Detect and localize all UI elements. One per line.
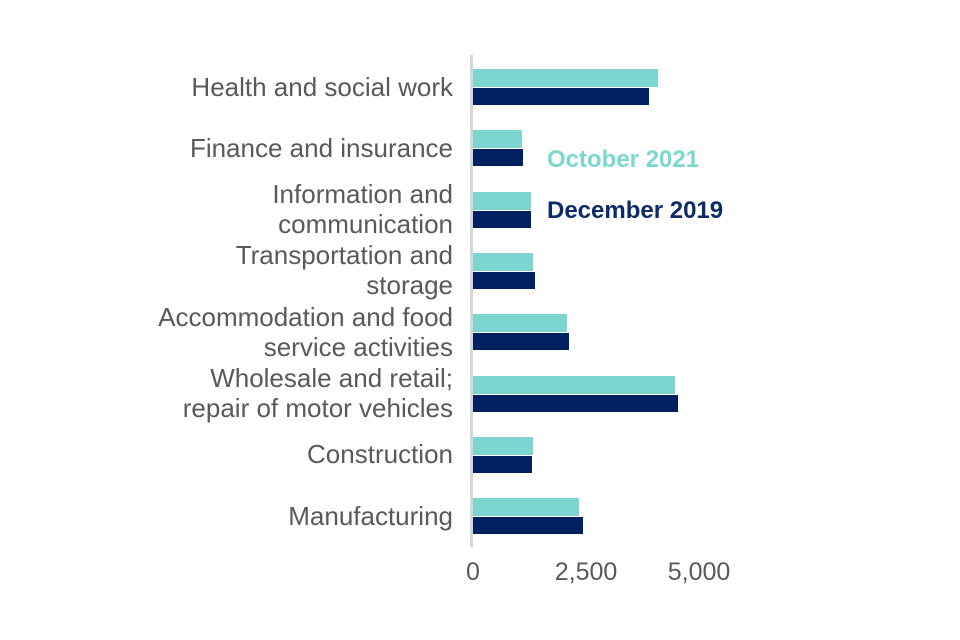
category-label: Wholesale and retail; repair of motor vehicles xyxy=(182,363,453,423)
category-label: Information and communication xyxy=(272,179,453,240)
bar-december-2019-1 xyxy=(473,149,523,166)
category-label: Transportation and storage xyxy=(235,240,453,301)
x-tick-label-0: 0 xyxy=(466,558,480,586)
bar-december-2019-0 xyxy=(473,88,649,105)
category-label: Finance and insurance xyxy=(189,132,453,163)
bar-october-2021-2 xyxy=(473,192,531,210)
bar-october-2021-1 xyxy=(473,130,522,148)
legend-october-2021-label: October 2021 xyxy=(547,146,700,173)
x-tick-label-2500: 2,500 xyxy=(554,558,618,586)
bar-october-2021-6 xyxy=(473,437,533,455)
bar-october-2021-3 xyxy=(473,253,533,271)
bar-december-2019-7 xyxy=(473,517,583,534)
bar-december-2019-6 xyxy=(473,456,532,473)
bar-october-2021-7 xyxy=(473,498,579,516)
bar-october-2021-5 xyxy=(473,376,675,394)
x-tick-label-5000: 5,000 xyxy=(667,558,731,586)
bar-december-2019-5 xyxy=(473,395,678,412)
category-label: Health and social work xyxy=(191,71,453,102)
bar-october-2021-0 xyxy=(473,69,658,87)
bar-december-2019-4 xyxy=(473,333,569,350)
bar-december-2019-3 xyxy=(473,272,535,289)
category-label: Construction xyxy=(307,439,453,470)
category-label: Accommodation and food service activities xyxy=(158,301,453,362)
legend-december-2019-label: December 2019 xyxy=(547,197,724,224)
bar-october-2021-4 xyxy=(473,314,567,332)
bar-december-2019-2 xyxy=(473,211,531,228)
y-axis-line xyxy=(470,55,473,547)
category-label: Manufacturing xyxy=(288,500,453,531)
